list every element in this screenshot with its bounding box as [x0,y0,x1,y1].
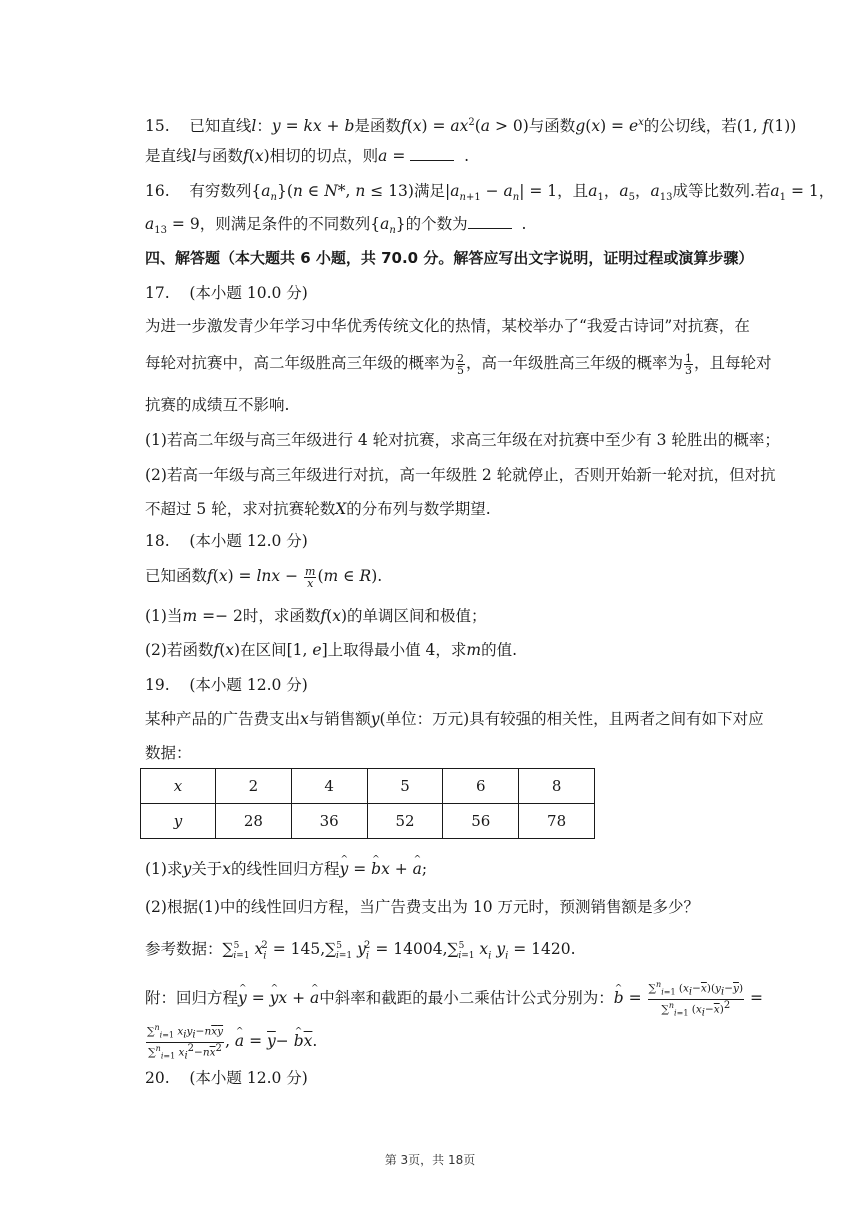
question-number: 17. [145,284,170,302]
fraction-one-third: $\frac{1}{3}$ [685,351,693,377]
question-18-subquestion-1: (1)当m =− 2时，求函数f(x)的单调区间和极值； [145,607,487,625]
table-cell: 56 [443,804,519,839]
question-text: 在区间 [240,641,287,659]
question-text: . [377,567,383,585]
question-text: 中斜率和截距的最小二乘估计公式分别为： [319,989,614,1008]
question-number: 18. [145,532,170,550]
answer-blank [410,146,454,161]
page-footer: 第 3页，共 18页 [384,1153,476,1167]
question-18-subquestion-2: (2)若函数f(x)在区间[1, e]上取得最小值 4，求m的值. [145,641,518,659]
question-17-subquestion-1: (1)若高二年级与高三年级进行 4 轮对抗赛，求高三年级在对抗赛中至少有 3 轮胜出的概率； [145,431,780,449]
math-expression: y [271,117,281,136]
question-text: ，则满足条件的不同数列 [199,215,371,233]
question-text: 已知函数 [145,567,208,585]
question-text: 的公切线，若 [643,117,737,136]
table-cell: 6 [443,769,519,804]
table-cell: 36 [291,804,367,839]
question-17-subquestion-2: (2)若高一年级与高三年级进行对抗，高一年级胜 2 轮就停止，否则开始新一轮对抗，但对抗 [145,466,776,484]
math-expression: f [400,117,407,136]
question-text: 成等比数列.若 [672,182,771,200]
table-row-header: y [141,804,216,839]
table-cell: 5 [367,769,443,804]
question-text: 参考数据： [145,940,223,959]
question-text: = [749,989,763,1008]
question-number: 15. [145,117,170,136]
question-17-header [145,282,308,304]
question-score: (本小题 12.0 分) [189,1069,308,1087]
question-text: 每轮对抗赛中，高二年级胜高三年级的概率为 [145,354,456,372]
question-18-header [145,530,308,552]
math-expression: l [251,117,257,136]
question-15-line-2: 是直线l与函数f(x)相切的切点，则a = . [145,147,470,165]
question-text: ，高一年级胜高三年级的概率为 [466,354,684,372]
table-row [141,769,595,804]
question-text: 的单调区间和极值； [347,607,487,625]
math-expression: g [575,117,586,136]
question-text: ，且每轮对 [694,354,772,372]
question-17-paragraph-line: 抗赛的成绩互不影响. [145,396,290,414]
question-16-line-2: $a_{13} = 9$，则满足条件的不同数列$\{a_n\}$的个数为 . [145,215,527,237]
question-score: (本小题 12.0 分) [189,532,308,550]
question-text: (单位：万元)具有较强的相关性，且两者之间有如下对应 [379,710,764,728]
question-text: = 14004, [375,940,448,959]
question-19-appendix-cont: $\frac{\sum^n_{i=1} x_iy_i-n\overline{x}\overline{y}}{\sum^n_{i=1} x_i^2-n\overline{x}^2}$ , ^ $a = \overline{y}-$ ^ $b\overline{x}$. [145,1022,317,1062]
data-table [140,768,595,839]
question-text: ; [421,860,428,878]
question-text: 附：回归方程 [145,989,239,1008]
fraction-slope-formula: $\frac{\sum^n_{i=1} (x_i-\overline{x})(y_i-\overline{y})}{\sum^n_{i=1} (x_i-\overline{x})^2}$ [648,980,744,1019]
table-row [141,804,595,839]
table-cell: 52 [367,804,443,839]
question-text: 的分布列与数学期望. [346,500,491,518]
question-text: 有穷数列 [189,182,252,200]
question-20-header [145,1067,308,1089]
question-19-appendix: 附：回归方程^ y = ^ yx + ^ a中斜率和截距的最小二乘估计公式分别为：^ b = $\frac{\sum^n_{i=1} (x_i-\overline{x})(y_i-\overline{y})}{\sum^n_{i=1} (x_i-\overline{x})^2}$ = [145,979,763,1019]
question-text: 的个数为 [405,215,468,233]
question-text: 上取得最小值 4，求 [327,641,467,659]
question-text: 与函数 [196,147,243,165]
question-number: 16. [145,182,170,200]
question-text: 相切的切点，则 [269,147,379,165]
table-cell: 78 [519,804,595,839]
question-16-line-1: 16. 有穷数列$\{a_n\}(n$ ∈ N*, n ≤ 13)满足$|a_{n+1} - a_n| = 1$，且$a_1$，$a_5$，$a_{13}$成等比数列.若$a_1 = 1$， [145,182,835,204]
question-score: (本小题 10.0 分) [189,284,308,302]
question-text: ： [256,117,272,136]
question-text: ，且 [557,182,589,200]
question-number: 20. [145,1069,170,1087]
question-19-subquestion-1: (1)求y关于x的线性回归方程^ y = ^ bx + ^ a; [145,858,427,880]
table-cell: 2 [216,769,292,804]
question-text: 与函数 [528,117,576,136]
question-text: ， [818,182,835,200]
question-15-line-1: 15. 已知直线l：y = kx + b是函数$f(x) = ax^2(a > 0)$与函数$g(x) = e^x$的公切线，若(1, f(1)) [145,117,797,136]
question-17-paragraph-line: 为进一步激发青少年学习中华优秀传统文化的热情，某校举办了“我爱古诗词”对抗赛，在 [145,317,750,335]
question-text: (2)若函数 [145,641,214,659]
answer-blank [468,214,512,229]
section-heading: 四、解答题（本大题共 6 小题，共 70.0 分。解答应写出文字说明，证明过程或演算步骤） [145,249,754,267]
question-text: 与销售额 [308,710,371,728]
fraction-slope-formula-alt: $\frac{\sum^n_{i=1} x_iy_i-n\overline{x}\overline{y}}{\sum^n_{i=1} x_i^2-n\overline{x}^2}$ [147,1023,224,1062]
question-19-header [145,674,308,696]
question-text: (1)求 [145,860,183,878]
fraction-two-fifths: $\frac{2}{5}$ [457,351,465,377]
question-text: 满足 [413,182,445,200]
question-19-stem-cont: 数据： [145,744,192,762]
question-text: 时，求函数 [242,607,321,625]
question-text: 是函数 [354,117,401,136]
question-17-subquestion-2-cont: 不超过 5 轮，求对抗赛轮数X的分布列与数学期望. [145,500,491,518]
table-row-header: x [141,769,216,804]
question-text: . [464,147,470,165]
question-text: 是直线 [145,147,192,165]
question-text: = 145, [272,940,326,959]
question-text: 某种产品的广告费支出 [145,710,301,728]
question-text: 不超过 5 轮，求对抗赛轮数 [145,500,336,518]
question-text: (1)当 [145,607,183,625]
question-text: 的值. [481,641,518,659]
question-number: 19. [145,676,170,694]
question-18-stem: 已知函数f(x) = lnx − $\frac{m}{x}$ (m ∈ R). [145,564,383,590]
question-score: (本小题 12.0 分) [189,676,308,694]
question-text: . [521,215,527,233]
question-17-paragraph-line [145,352,772,376]
question-19-stem: 某种产品的广告费支出x与销售额y(单位：万元)具有较强的相关性，且两者之间有如下对应 [145,710,764,728]
fraction-m-over-x: $\frac{m}{x}$ [305,564,316,590]
table-cell: 4 [291,769,367,804]
table-cell: 8 [519,769,595,804]
question-text: 已知直线 [189,117,252,136]
question-text: 的线性回归方程 [231,860,340,878]
question-19-subquestion-2: (2)根据(1)中的线性回归方程，当广告费支出为 10 万元时，预测销售额是多少？ [145,898,699,916]
table-cell: 28 [216,804,292,839]
question-text: = 1420. [513,940,576,959]
question-text: 关于 [191,860,223,878]
question-19-reference-data: 参考数据：∑$^5_{i=1}$ $x_i^2 = 145,\sum^5_{i=1}$ $y_i^2 = 14004,\sum^5_{i=1}$ $x_i$ $y_i = 1420$. [145,940,576,962]
